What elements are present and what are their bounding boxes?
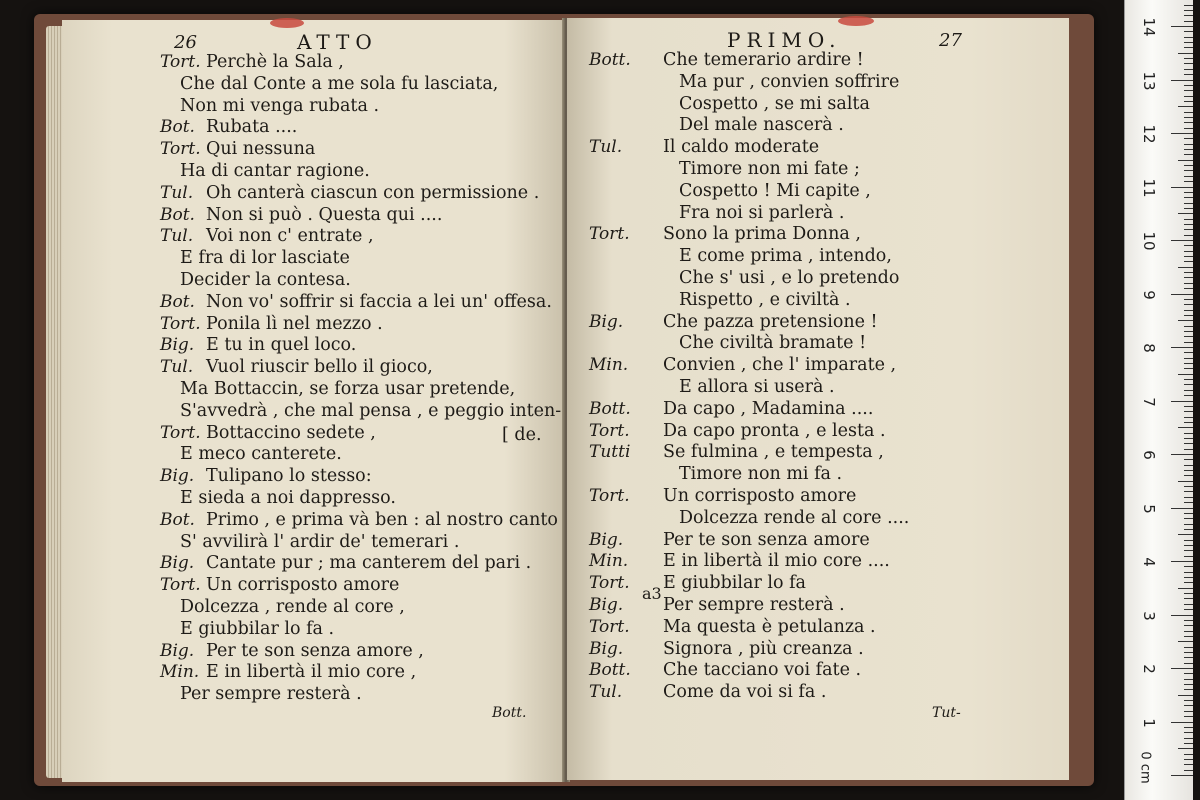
verse-line: Che pazza pretensione !	[663, 311, 878, 332]
speaker-label: Tort.	[589, 420, 630, 441]
verse-line: Non vo' soffrir si faccia a lei un' offesa.	[206, 291, 552, 312]
ruler-tick	[1184, 90, 1193, 91]
ruler-tick	[1184, 31, 1193, 32]
ruler-tick	[1184, 176, 1193, 177]
ruler-number: 8	[1140, 343, 1158, 353]
verse-line: Un corrisposto amore	[206, 575, 400, 596]
verse-line: Cospetto , se mi salta	[679, 93, 870, 114]
ruler-tick	[1171, 347, 1193, 348]
ruler-tick	[1178, 106, 1193, 107]
ruler-tick	[1184, 304, 1193, 305]
speaker-label: Tul.	[160, 226, 194, 247]
ruler-tick	[1184, 203, 1193, 204]
verse-line: Un corrisposto amore	[663, 486, 857, 506]
ruler-tick	[1184, 58, 1193, 59]
ruler-tick	[1178, 481, 1193, 482]
speaker-label: Tort.	[160, 313, 201, 334]
ruler-tick	[1184, 117, 1193, 118]
verse-line: Che s' usi , e lo pretendo	[679, 268, 900, 288]
ruler-tick	[1184, 470, 1193, 471]
verse-line: Timore non mi fa .	[679, 464, 843, 485]
ruler-tick	[1184, 652, 1193, 653]
ruler-tick	[1184, 443, 1193, 444]
ruler-number: 13	[1140, 70, 1158, 91]
speaker-label: Bot.	[160, 509, 195, 530]
ruler-tick	[1184, 459, 1193, 460]
right-page	[567, 18, 1069, 780]
ruler-tick	[1184, 112, 1193, 113]
ruler-number: 12	[1140, 124, 1158, 144]
ruler-tick	[1184, 342, 1193, 343]
ruler-tick	[1184, 716, 1193, 717]
verse-line: Oh canterà ciascun con permissione .	[206, 182, 540, 203]
ruler-tick	[1184, 631, 1193, 632]
ruler-tick	[1171, 80, 1193, 81]
speaker-label: Tul.	[160, 182, 194, 203]
ruler-tick	[1184, 5, 1193, 6]
verse-line: Che civiltà bramate !	[679, 333, 867, 354]
verse-line: Ma Bottaccin, se forza usar pretende,	[180, 379, 516, 399]
ruler-tick	[1184, 74, 1193, 75]
speaker-label: Bott.	[589, 50, 631, 70]
speaker-label: Tort.	[160, 575, 201, 596]
speaker-label: Tul.	[589, 137, 623, 158]
ruler-tick	[1184, 684, 1193, 685]
ruler-tick	[1178, 588, 1193, 589]
verse-line: Dolcezza , rende al core ,	[180, 597, 405, 617]
verse-line: E giubbilar lo fa	[663, 573, 806, 594]
speaker-label: Bott.	[589, 660, 631, 681]
ruler-tick	[1184, 47, 1193, 48]
speaker-label: Big.	[589, 638, 624, 659]
ruler-number: 2	[1140, 664, 1158, 674]
ruler-tick	[1184, 144, 1193, 145]
ruler-tick	[1184, 449, 1193, 450]
ruler-tick	[1184, 582, 1193, 583]
verse-line: Voi non c' entrate ,	[206, 226, 374, 247]
ruler-tick	[1184, 743, 1193, 744]
verse-line: Rispetto , e civiltà .	[679, 289, 851, 310]
verse-line: E fra di lor lasciate	[180, 248, 350, 269]
ruler-tick	[1184, 572, 1193, 573]
ruler-tick	[1184, 524, 1193, 525]
ruler-number: 7	[1140, 396, 1158, 407]
ruler-tick	[1171, 615, 1193, 616]
bracket-note: [ de.	[502, 425, 542, 445]
ruler-tick	[1184, 438, 1193, 439]
ruler-tick	[1184, 390, 1193, 391]
ruler-tick	[1171, 668, 1193, 669]
ruler-tick	[1184, 363, 1193, 364]
ruler-tick	[1184, 679, 1193, 680]
verse-line: Se fulmina , e tempesta ,	[663, 442, 884, 463]
ruler-tick	[1184, 235, 1193, 236]
ruler-tick	[1184, 625, 1193, 626]
speaker-label: Tul.	[589, 682, 623, 703]
verse-line: Ma pur , convien soffrire	[679, 71, 900, 92]
ruler-tick	[1184, 738, 1193, 739]
ruler-tick	[1184, 705, 1193, 706]
verse-line: E meco canterete.	[180, 444, 342, 465]
verse-line: E in libertà il mio core ,	[206, 662, 417, 683]
ruler-tick	[1184, 288, 1193, 289]
speaker-label: Bott.	[589, 398, 631, 419]
speaker-label: Big.	[589, 529, 624, 550]
verse-line: Cospetto ! Mi capite ,	[679, 180, 871, 201]
ruler-tick	[1184, 165, 1193, 166]
verse-line: E sieda a noi dappresso.	[180, 488, 396, 508]
ruler-tick	[1184, 42, 1193, 43]
ruler-tick	[1184, 197, 1193, 198]
verse-line: E giubbilar lo fa .	[180, 618, 335, 639]
ruler-tick	[1184, 181, 1193, 182]
ruler-tick	[1184, 545, 1193, 546]
verse-line: Perchè la Sala ,	[206, 52, 344, 72]
ruler-tick	[1171, 187, 1193, 188]
ruler-tick	[1184, 689, 1193, 690]
ruler-tick	[1184, 422, 1193, 423]
ruler-tick	[1184, 700, 1193, 701]
ruler-tick	[1184, 673, 1193, 674]
ruler-tick	[1184, 310, 1193, 311]
ruler-tick	[1184, 299, 1193, 300]
ruler-tick	[1178, 374, 1193, 375]
ruler-tick	[1184, 21, 1193, 22]
ruler-tick	[1184, 96, 1193, 97]
ruler-tick	[1184, 593, 1193, 594]
ruler-tick	[1184, 219, 1193, 220]
ruler-tick	[1171, 294, 1193, 295]
verse-line: Vuol riuscir bello il gioco,	[206, 357, 433, 378]
ruler-tick	[1184, 529, 1193, 530]
speaker-label: Big.	[160, 335, 195, 356]
ruler-tick	[1178, 641, 1193, 642]
ruler-tick	[1184, 154, 1193, 155]
speaker-label: Min.	[589, 355, 629, 376]
verse-line: Bottaccino sedete ,	[206, 422, 376, 443]
verse-line: Da capo pronta , e lesta .	[663, 420, 886, 441]
speaker-label: Big.	[160, 466, 195, 487]
left-running-header: ATTO	[297, 30, 378, 54]
speaker-label: Big.	[589, 595, 624, 615]
speaker-label: Big.	[160, 553, 195, 574]
speaker-label: Tul.	[160, 357, 194, 378]
ruler-tick	[1184, 636, 1193, 637]
ruler-tick	[1184, 224, 1193, 225]
ruler-tick	[1178, 267, 1193, 268]
verse-line: Convien , che l' imparate ,	[663, 355, 897, 376]
ruler-tick	[1184, 37, 1193, 38]
ruler-tick	[1184, 251, 1193, 252]
ruler-tick	[1184, 604, 1193, 605]
ruler-tick	[1184, 10, 1193, 11]
speaker-label: Bot.	[160, 204, 195, 225]
ruler-tick	[1178, 160, 1193, 161]
verse-line: Il caldo moderate	[663, 137, 820, 158]
ruler-tick	[1184, 657, 1193, 658]
red-stain	[270, 18, 304, 28]
ruler-tick	[1184, 63, 1193, 64]
ruler-number: 5	[1140, 503, 1158, 514]
ruler-tick	[1184, 128, 1193, 129]
speaker-label: Min.	[589, 551, 629, 572]
verse-line: Per sempre resterà .	[663, 595, 845, 615]
ruler-tick	[1184, 417, 1193, 418]
ruler-tick	[1184, 620, 1193, 621]
verse-line: Ma questa è petulanza .	[663, 616, 876, 637]
verse-line: Tulipano lo stesso:	[206, 466, 372, 487]
right-page-number: 27	[939, 30, 962, 51]
ruler-tick	[1184, 732, 1193, 733]
verse-line: Per sempre resterà .	[180, 684, 362, 705]
ruler-tick	[1178, 320, 1193, 321]
verse-line: Timore non mi fate ;	[679, 159, 860, 179]
measuring-ruler	[1124, 0, 1193, 800]
ruler-tick	[1178, 534, 1193, 535]
verse-line: Qui nessuna	[206, 139, 316, 160]
ruler-tick	[1184, 566, 1193, 567]
ruler-tick	[1171, 240, 1193, 241]
verse-line: Sono la prima Donna ,	[663, 224, 861, 245]
ruler-tick	[1184, 122, 1193, 123]
verse-line: E in libertà il mio core ....	[663, 551, 890, 572]
ruler-tick	[1184, 497, 1193, 498]
ruler-tick	[1184, 711, 1193, 712]
ruler-tick	[1184, 272, 1193, 273]
right-catchword: Tut-	[932, 705, 961, 721]
ruler-tick	[1184, 277, 1193, 278]
verse-line: Ponila lì nel mezzo .	[206, 313, 383, 334]
ruler-tick	[1184, 368, 1193, 369]
verse-line: E tu in quel loco.	[206, 335, 357, 356]
verse-line: Decider la contesa.	[180, 270, 351, 290]
verse-line: Che dal Conte a me sola fu lasciata,	[180, 73, 499, 94]
speaker-label: Min.	[160, 662, 200, 683]
ruler-tick	[1178, 213, 1193, 214]
ruler-tick	[1184, 352, 1193, 353]
ruler-tick	[1184, 475, 1193, 476]
speaker-label: Bot.	[160, 117, 195, 138]
ruler-tick	[1184, 192, 1193, 193]
left-catchword: Bott.	[492, 705, 527, 721]
ruler-tick	[1178, 53, 1193, 54]
ruler-tick	[1184, 465, 1193, 466]
ruler-tick	[1184, 609, 1193, 610]
verse-line: Per te son senza amore	[663, 529, 870, 550]
left-page	[62, 20, 565, 782]
ruler-tick	[1184, 491, 1193, 492]
verse-line: Ha di cantar ragione.	[180, 161, 370, 181]
ruler-tick	[1171, 508, 1193, 509]
ruler-tick	[1171, 454, 1193, 455]
ruler-tick	[1178, 695, 1193, 696]
verse-line: Che tacciano voi fate .	[663, 660, 862, 681]
speaker-label: Tort.	[160, 139, 201, 160]
ruler-unit-label: 0 cm	[1137, 751, 1153, 784]
ruler-tick	[1184, 513, 1193, 514]
verse-line: Dolcezza rende al core ....	[679, 507, 910, 528]
verse-line: Fra noi si parlerà .	[679, 202, 845, 223]
verse-line: Per te son senza amore ,	[206, 640, 424, 661]
ruler-tick	[1184, 556, 1193, 557]
ruler-tick	[1184, 245, 1193, 246]
ruler-tick	[1184, 15, 1193, 16]
ruler-tick	[1184, 336, 1193, 337]
verse-line: Rubata ....	[206, 117, 298, 138]
ruler-tick	[1184, 647, 1193, 648]
ruler-tick	[1184, 358, 1193, 359]
ruler-tick	[1184, 433, 1193, 434]
speaker-label: Tort.	[589, 224, 630, 245]
ruler-number: 1	[1140, 717, 1158, 728]
ruler-number: 6	[1140, 450, 1158, 460]
ruler-tick	[1184, 384, 1193, 385]
ruler-tick	[1184, 486, 1193, 487]
speaker-label: Tort.	[160, 52, 201, 72]
ruler-tick	[1184, 85, 1193, 86]
verse-line: Non mi venga rubata .	[180, 95, 380, 116]
speaker-label: Tort.	[589, 573, 630, 594]
ruler-tick	[1184, 759, 1193, 760]
left-page-number: 26	[174, 32, 197, 53]
ruler-tick	[1184, 764, 1193, 765]
red-stain	[838, 16, 874, 26]
verse-line: E come prima , intendo,	[679, 246, 892, 267]
ruler-tick	[1184, 170, 1193, 171]
ruler-tick	[1184, 770, 1193, 771]
ruler-tick	[1171, 401, 1193, 402]
right-running-header: PRIMO.	[727, 28, 842, 52]
ruler-number: 11	[1140, 177, 1158, 198]
ruler-tick	[1184, 395, 1193, 396]
speaker-label: Big.	[160, 640, 195, 661]
ruler-tick	[1184, 208, 1193, 209]
ruler-tick	[1184, 502, 1193, 503]
ruler-tick	[1171, 133, 1193, 134]
ruler-tick	[1184, 540, 1193, 541]
speaker-label: Tort.	[160, 422, 201, 443]
speaker-label: Tort.	[589, 616, 630, 637]
ruler-tick	[1184, 326, 1193, 327]
ruler-tick	[1178, 748, 1193, 749]
verse-line: E allora si userà .	[679, 377, 835, 397]
ruler-number: 3	[1140, 610, 1158, 621]
verse-line: Non si può . Questa qui ....	[206, 204, 443, 225]
verse-line: S' avvilirà l' ardir de' temerari .	[180, 531, 460, 552]
ruler-tick	[1184, 411, 1193, 412]
ruler-tick	[1184, 101, 1193, 102]
ruler-number: 14	[1140, 17, 1158, 37]
ruler-tick	[1184, 69, 1193, 70]
ruler-tick	[1184, 379, 1193, 380]
ruler-tick	[1184, 598, 1193, 599]
speaker-label: Bot.	[160, 291, 195, 312]
verse-line: Del male nascerà .	[679, 115, 844, 136]
verse-line: Primo , e prima và ben : al nostro canto	[206, 509, 558, 530]
speaker-label: Tutti	[589, 442, 631, 463]
ruler-tick	[1184, 727, 1193, 728]
ruler-tick	[1184, 754, 1193, 755]
ruler-tick	[1184, 663, 1193, 664]
ruler-tick	[1171, 775, 1193, 776]
ruler-tick	[1184, 550, 1193, 551]
ruler-tick	[1171, 722, 1193, 723]
ruler-tick	[1184, 149, 1193, 150]
speaker-label: Big.	[589, 311, 624, 332]
ruler-tick	[1184, 315, 1193, 316]
ruler-number: 9	[1140, 289, 1158, 300]
verse-line: Cantate pur ; ma canterem del pari .	[206, 553, 532, 574]
ruler-number: 10	[1140, 231, 1158, 251]
ruler-tick	[1184, 261, 1193, 262]
ruler-tick	[1184, 577, 1193, 578]
ruler-number: 4	[1140, 557, 1158, 567]
verse-line: Che temerario ardire !	[663, 50, 864, 70]
ruler-tick	[1184, 331, 1193, 332]
signature-mark: a3	[642, 584, 662, 603]
ruler-tick	[1171, 561, 1193, 562]
ruler-tick	[1184, 518, 1193, 519]
verse-line: Come da voi si fa .	[663, 682, 827, 703]
speaker-label: Tort.	[589, 486, 630, 506]
verse-line: Da capo , Madamina ....	[663, 398, 874, 419]
verse-line: S'avvedrà , che mal pensa , e peggio inten-	[180, 400, 562, 421]
ruler-tick	[1184, 229, 1193, 230]
ruler-tick	[1171, 26, 1193, 27]
ruler-tick	[1184, 256, 1193, 257]
ruler-tick	[1178, 427, 1193, 428]
ruler-tick	[1184, 406, 1193, 407]
ruler-tick	[1184, 138, 1193, 139]
ruler-tick	[1184, 283, 1193, 284]
verse-line: Signora , più creanza .	[663, 638, 864, 659]
